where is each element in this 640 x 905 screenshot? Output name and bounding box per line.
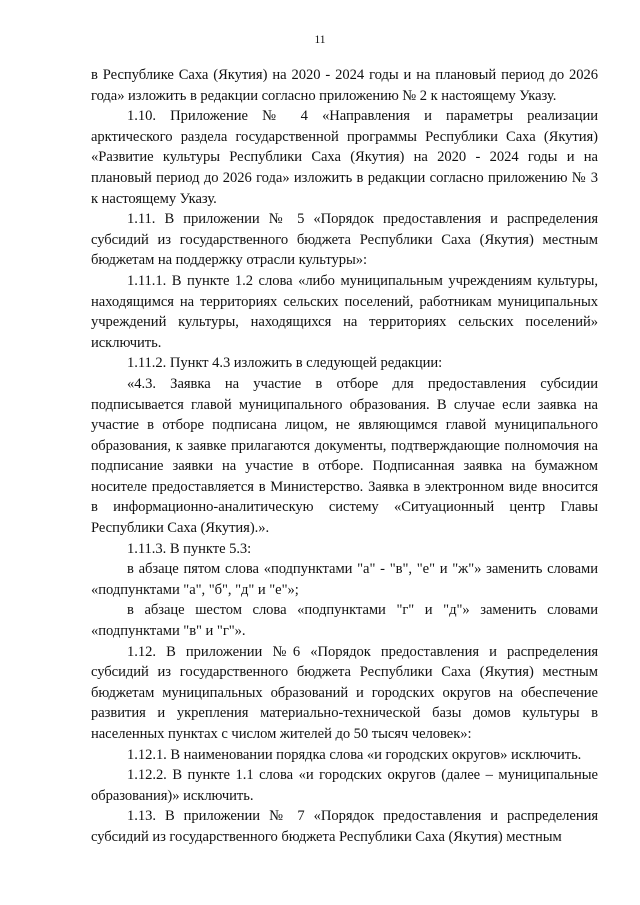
paragraph-1-12: 1.12. В приложении №6 «Порядок предоставления и распределения субсидий из государственного бюджета Республики Саха (Якутия) местным бюджетам муниципальных образований и городских округов на обеспечение развития и укрепления материально-технической базы домов культуры в населенных пунктах с числом жителей до 50 тысяч человек»: (91, 643, 598, 742)
paragraph-1-11-3: 1.11.3. В пункте 5.3: (127, 540, 252, 557)
paragraph-continuation: в Республике Саха (Якутия) на 2020 - 2024 годы и на плановый период до 2026 года» изложить в редакции согласно приложению № 2 к настоящему Указу. (91, 67, 598, 104)
paragraph-1-12-2: 1.12.2. В пункте 1.1 слова «и городских округов (далее – муниципальные образования)» исключить. (91, 767, 598, 804)
paragraph-1-10: 1.10. Приложение № 4 «Направления и параметры реализации арктического раздела государственной программы Республики Саха (Якутия) «Развитие культуры Республики Саха (Якутия) на 2020 - 2024 годы и на плановый период до 2026 года» изложить в редакции согласно приложению № 3 к настоящему Указу. (91, 108, 598, 207)
paragraph-1-11-1: 1.11.1. В пункте 1.2 слова «либо муниципальным учреждениям культуры, находящимся на территориях сельских поселений, работникам муниципальных учреждений культуры, находящихся на территориях сельских поселений» исключить. (91, 272, 598, 351)
document-body (91, 65, 598, 848)
paragraph-1-13: 1.13. В приложении № 7 «Порядок предоставления и распределения субсидий из государственного бюджета Республики Саха (Якутия) местным (91, 808, 598, 845)
paragraph-1-11-2: 1.11.2. Пункт 4.3 изложить в следующей редакции: (127, 355, 443, 372)
paragraph-abzac-6: в абзаце шестом слова «подпунктами "г" и "д"» заменить словами «подпунктами "в" и "г"». (91, 602, 598, 640)
paragraph-1-12-1: 1.12.1. В наименовании порядка слова «и городских округов» исключить. (127, 746, 582, 763)
page-number: 11 (314, 34, 326, 46)
paragraph-abzac-5: в абзаце пятом слова «подпунктами "а" - "в", "е" и "ж"» заменить словами «подпунктами "а", "б", "д" и "е"»; (91, 561, 598, 598)
paragraph-4-3: «4.3. Заявка на участие в отборе для предоставления субсидии подписывается главой муниципального образования. В случае если заявка на участие в отборе подписана лицом, не являющимся главой муниципального образования, к заявке прилагаются документы, подтверждающие полномочия на подписание заявки на участие в отборе. Подписанная заявка на бумажном носителе предоставляется в Министерство. Заявка в электронном виде вносится в информационно-аналитическую систему «Ситуационный центр Главы Республики Саха (Якутия).». (91, 375, 598, 537)
paragraph-1-11: 1.11. В приложении № 5 «Порядок предоставления и распределения субсидий из государственного бюджета Республики Саха (Якутия) местным бюджетам на поддержку отрасли культуры»: (91, 211, 598, 269)
